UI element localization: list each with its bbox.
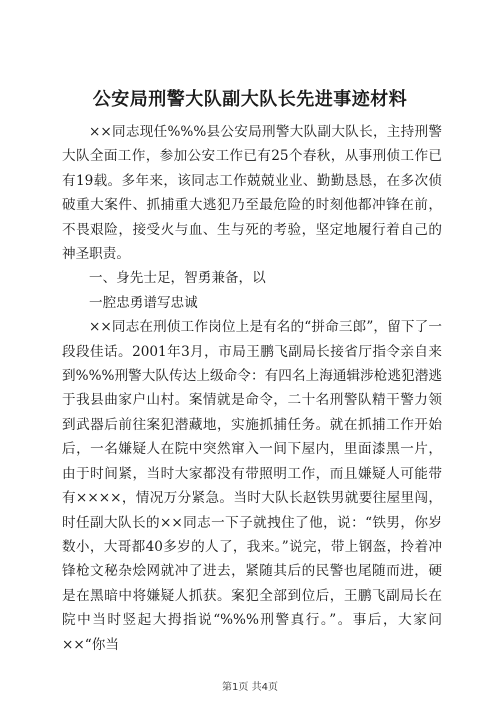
page-number-footer: 第1页 共4页	[222, 682, 278, 693]
paragraph-intro: ××同志现任%%%县公安局刑警大队副大队长，主持刑警大队全面工作，参加公安工作已有25个春秋，从事刑侦工作已有19载。多年来，该同志工作兢兢业业、勤勤恳恳，在多次侦破重大案件、抓捕重大逃犯乃至最危险的时刻他都冲锋在前，不畏艰险，接受火与血、生与死的考验，坚定地履行着自己的神圣职责。	[62, 124, 442, 263]
section-subheading-1: 一腔忠勇谱写忠诚	[89, 294, 198, 311]
paragraph-story: ××同志在刑侦工作岗位上是有名的“拼命三郎”，留下了一段段佳话。2001年3月，市局王鹏飞副局长接省厅指令亲自来到%%%刑警大队传达上级命令：有四名上海通辑涉枪逃犯潜逃于我县曲家户山村。案情就是命令，二十名刑警队精干警力领到武器后前往案犯潜藏地，实施抓捕任务。就在抓捕工作开始后，一名嫌疑人在院中突然窜入一间下屋内，里面漆黑一片，由于时间紧，当时大家都没有带照明工作，而且嫌疑人可能带有××××，情况万分紧急。当时大队长赵铁男就要往屋里闯，时任副大队长的××同志一下子就拽住了他，说：“铁男，你岁数小，大哥都40多岁的人了，我来。”说完，带上钢盔，拎着冲锋枪文秘杂烩网就冲了进去，紧随其后的民警也尾随而进，硬是在黑暗中将嫌疑人抓获。案犯全部到位后，王鹏飞副局长在院中当时竖起大拇指说“%%%刑警真行。”。事后，大家问××“你当	[62, 319, 442, 653]
document-body	[62, 120, 442, 657]
section-heading-1: 一、身先士足，智勇兼备，以	[89, 270, 266, 287]
document-title: 公安局刑警大队副大队长先进事迹材料	[92, 89, 408, 110]
